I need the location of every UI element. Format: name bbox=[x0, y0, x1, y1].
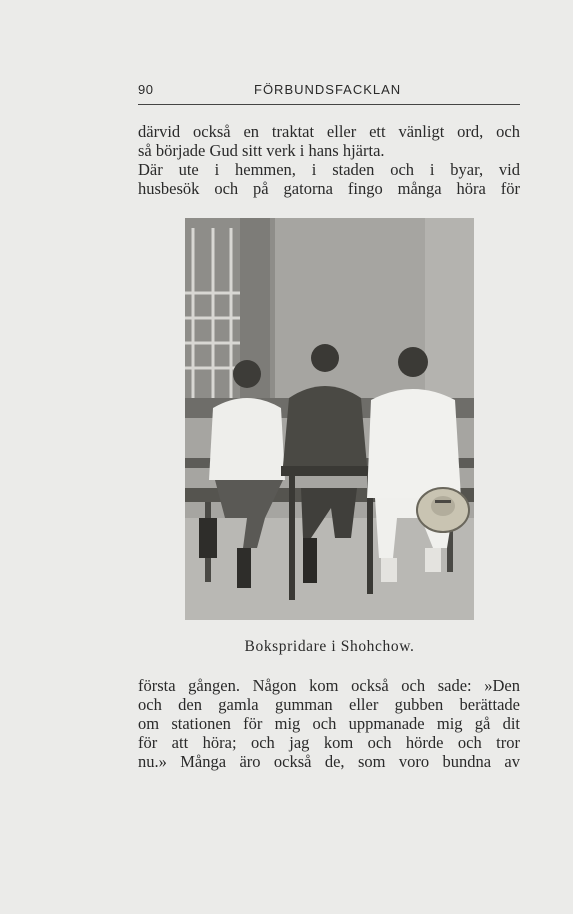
running-title: FÖRBUNDSFACKLAN bbox=[254, 82, 402, 97]
page-number: 90 bbox=[138, 82, 154, 97]
figure-caption: Bokspridare i Shohchow. bbox=[244, 638, 415, 655]
text-line: om stationen för mig och uppmanade mig gå dit bbox=[138, 714, 520, 733]
text-line: första gången. Någon kom också och sade: »Den bbox=[138, 676, 520, 695]
paragraph-bottom bbox=[138, 676, 520, 771]
text-line: för att höra; och jag kom och hörde och tror bbox=[138, 733, 520, 752]
text-line: och den gamla gumman eller gubben berättade bbox=[138, 695, 520, 714]
page-header bbox=[138, 82, 520, 105]
figure-photograph bbox=[185, 218, 474, 620]
text-line: så började Gud sitt verk i hans hjärta. bbox=[138, 141, 385, 160]
photograph-three-men-seated bbox=[185, 218, 474, 620]
text-line: husbesök och på gatorna fingo många höra för bbox=[138, 179, 520, 198]
text-line: Där ute i hemmen, i staden och i byar, vid bbox=[138, 160, 520, 179]
paragraph-top bbox=[138, 122, 520, 198]
text-line: därvid också en traktat eller ett vänligt ord, och bbox=[138, 122, 520, 141]
text-line: nu.» Många äro också de, som voro bundna av bbox=[138, 752, 520, 771]
